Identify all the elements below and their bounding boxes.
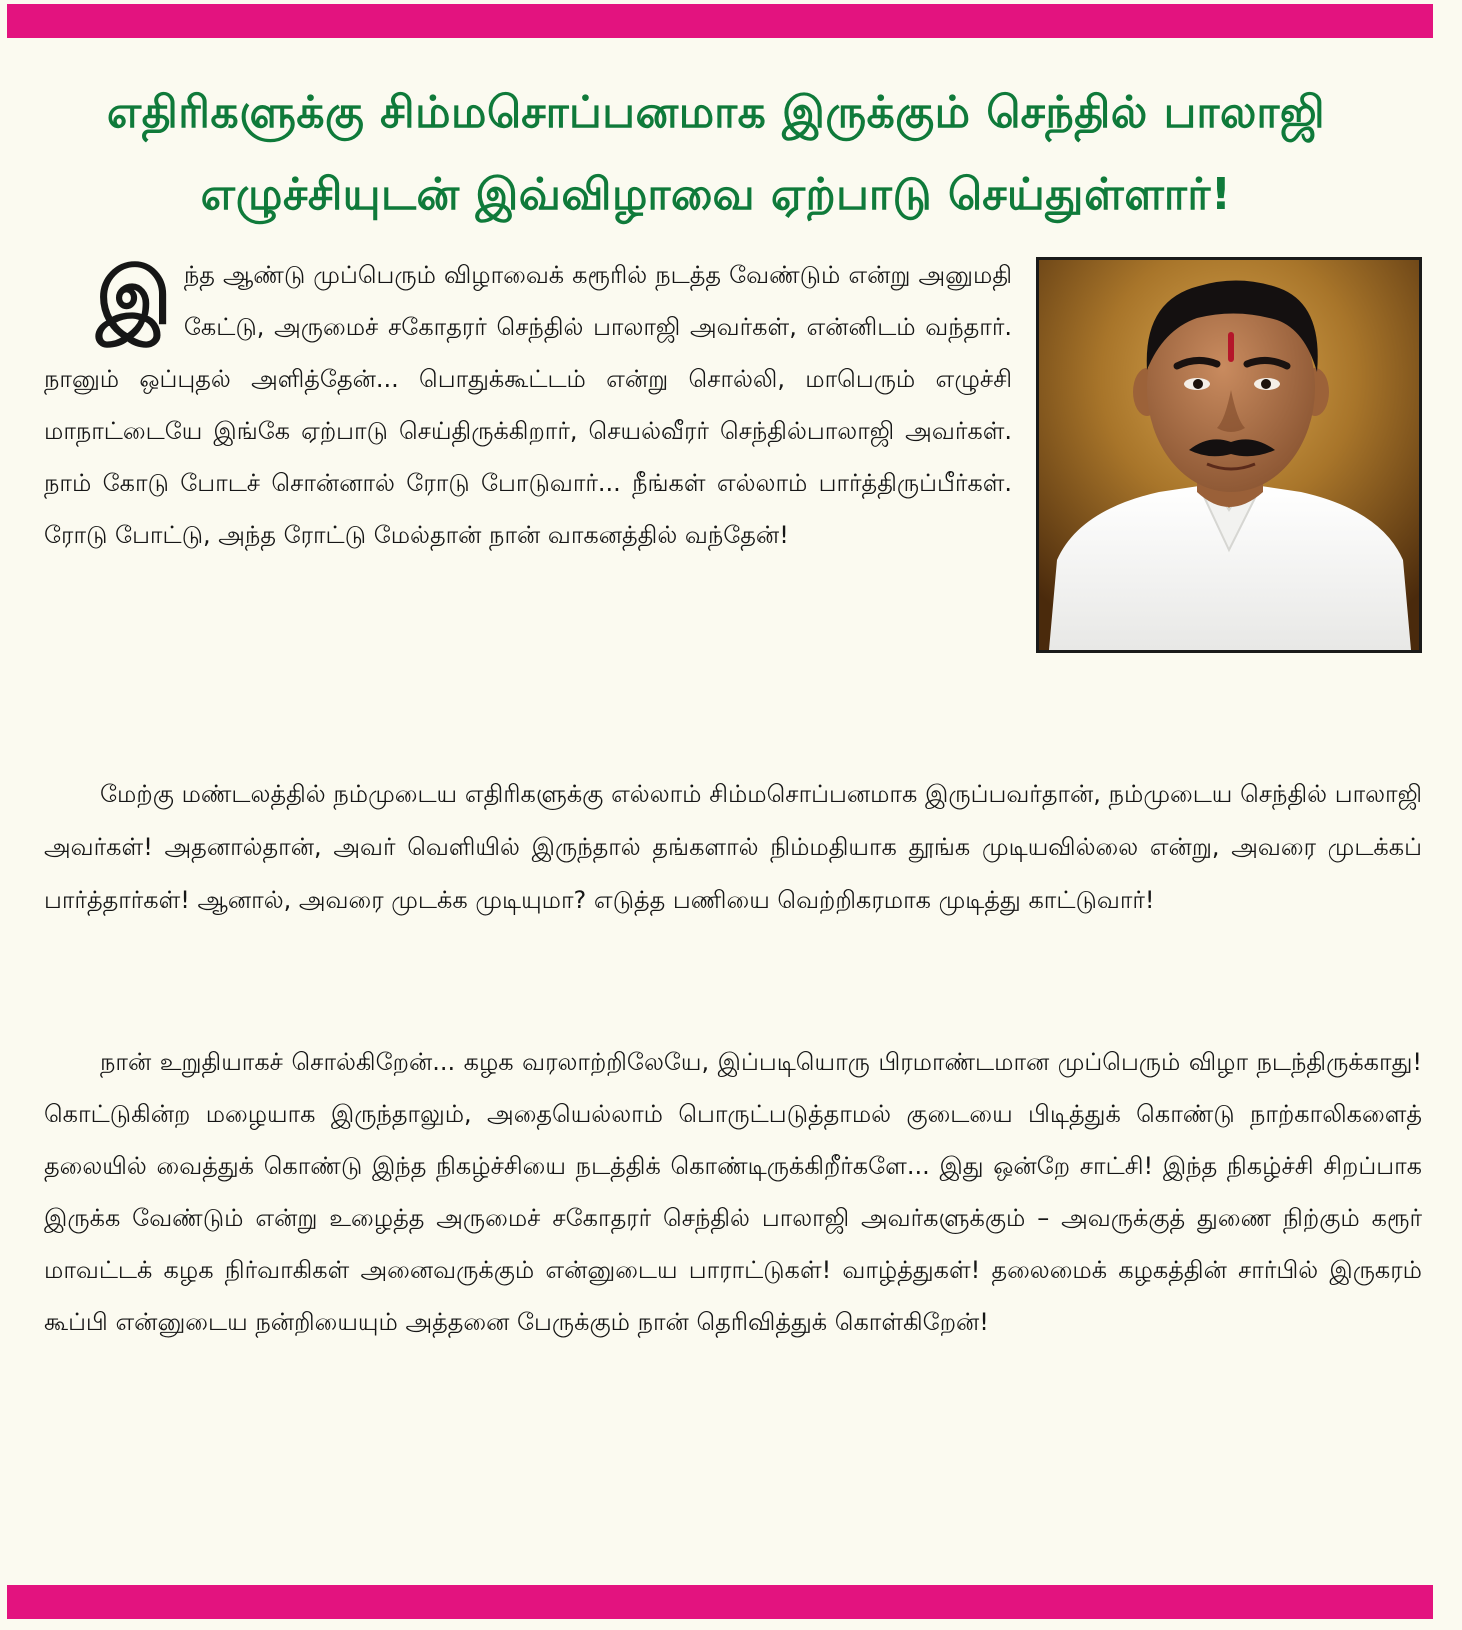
article-paragraph-3: நான் உறுதியாகச் சொல்கிறேன்... கழக வரலாற்றிலேயே, இப்படியொரு பிரமாண்டமான முப்பெரும் விழா நடந்திருக்காது! கொட்டுகின்ற மழையாக இருந்தாலும், அதையெல்லாம் பொருட்படுத்தாமல் குடையை பிடித்துக் கொண்டு நாற்காலிகளைத் தலையில் வைத்துக் கொண்டு இந்த நிகழ்ச்சியை நடத்திக் கொண்டிருக்கிறீர்களே... இது ஒன்றே சாட்சி! இந்த நிகழ்ச்சி சிறப்பாக இருக்க வேண்டும் என்று உழைத்த அருமைச் சகோதரர் செந்தில் பாலாஜி அவர்களுக்கும் – அவருக்குத் துணை நிற்கும் கரூர் மாவட்டக் கழக நிர்வாகிகள் அனைவருக்கும் என்னுடைய பாராட்டுகள்! வாழ்த்துகள்! தலைமைக் கழகத்தின் சார்பில் இருகரம் கூப்பி என்னுடைய நன்றியையும் அத்தனை பேருக்கும் நான் தெரிவித்துக் கொள்கிறேன்! <box>44 1048 1423 1336</box>
article-paragraph-2: மேற்கு மண்டலத்தில் நம்முடைய எதிரிகளுக்கு எல்லாம் சிம்மசொப்பனமாக இருப்பவர்தான், நம்முடைய செந்தில் பாலாஜி அவர்கள்! அதனால்தான், அவர் வெளியில் இருந்தால் தங்களால் நிம்மதியாக தூங்க முடியவில்லை என்று, அவரை முடக்கப் பார்த்தார்கள்! ஆனால், அவரை முடக்க முடியுமா? எடுத்த பணியை வெற்றிகரமாக முடித்து காட்டுவார்! <box>44 780 1422 914</box>
drop-cap: இ <box>96 251 172 342</box>
headline-line-1: எதிரிகளுக்கு சிம்மசொப்பனமாக இருக்கும் செந்தில் பாலாஜி <box>106 87 1326 138</box>
left-pupil <box>1193 379 1203 389</box>
right-pupil <box>1261 379 1271 389</box>
portrait-photo <box>1036 257 1422 653</box>
headline-line-2: எழுச்சியுடன் இவ்விழாவை ஏற்பாடு செய்துள்ளார்! <box>200 169 1232 220</box>
bottom-accent-bar <box>7 1585 1433 1619</box>
tilak-mark <box>1228 332 1234 362</box>
top-accent-bar <box>7 4 1433 38</box>
portrait-illustration <box>1039 260 1419 650</box>
headline <box>30 72 1402 236</box>
paragraph-1-text: ந்த ஆண்டு முப்பெரும் விழாவைக் கரூரில் நடத்த வேண்டும் என்று அனுமதி கேட்டு, அருமைச் சகோதரர் செந்தில் பாலாஜி அவர்கள், என்னிடம் வந்தார். நானும் ஒப்புதல் அளித்தேன்... பொதுக்கூட்டம் என்று சொல்லி, மாபெரும் எழுச்சி மாநாட்டையே இங்கே ஏற்பாடு செய்திருக்கிறார், செயல்வீரர் செந்தில்பாலாஜி அவர்கள். நாம் கோடு போடச் சொன்னால் ரோடு போடுவார்... நீங்கள் எல்லாம் பார்த்திருப்பீர்கள். ரோடு போட்டு, அந்த ரோட்டு மேல்தான் நான் வாகனத்தில் வந்தேன்! <box>44 261 1012 549</box>
article-paragraph-1 <box>44 249 1012 561</box>
